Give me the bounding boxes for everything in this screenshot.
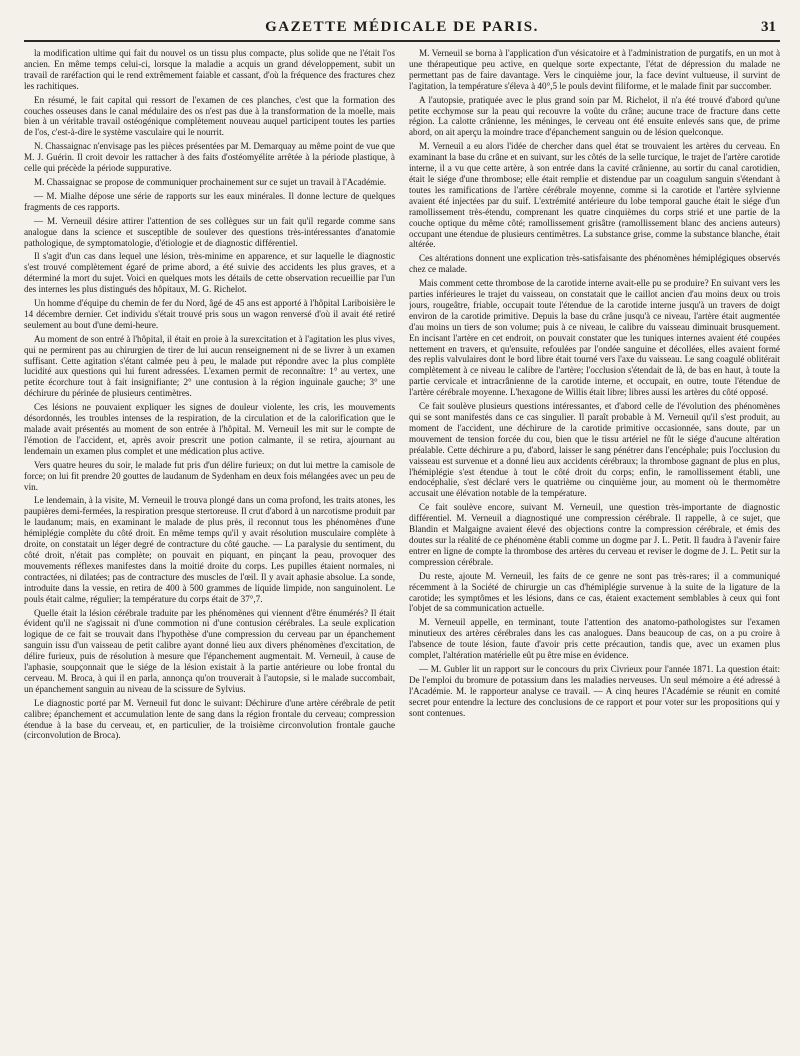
paragraph: Mais comment cette thrombose de la carotide interne avait-elle pu se produire? En suivant vers les parties inférieures le trajet du vaisseau, on constatait que le caillot ancien d'au moins deux ou trois jours, rougeâtre, friable, occupait toute l'étendue de la carotide interne jusqu'à un travers de doigt environ de la carotide primitive. Depuis la base du crâne jusqu'à ce niveau, l'artère était augmentée d'au moins un tiers de son volume; puis à ce niveau, le calibre du vaisseau diminuait brusquement. En incisant l'artère en cet endroit, on pouvait constater que les tuniques internes avaient été coupées nettement en travers, et qu'ensuite, refoulées par l'ondée sanguine et décollées, elles avaient formé des replis valvulaires dont le bord libre était tourné vers l'axe du vaisseau. Le sang coagulé oblitérait complètement à ce niveau le calibre de l'artère; l'occlusion s'étendait de là, de bas en haut, à toute la partie cervicale et intracrânienne de la carotide interne, et occupait, en outre, toute l'étendue de l'artère cérébrale moyenne. L'hexagone de Willis était libre; libres aussi les artères du côté opposé.	[409, 278, 780, 398]
paragraph: Ces lésions ne pouvaient expliquer les signes de douleur violente, les cris, les mouvements désordonnés, les troubles intenses de la respiration, de la circulation et de la calorification que le malade avait présentés au moment de son entrée à l'hôpital. M. Verneuil les mit sur le compte de l'émotion de l'accident, et, après avoir prescrit une potion calmante, il se retira, ajournant au lendemain un examen plus complet et une médication plus active.	[24, 402, 395, 456]
left-column	[24, 48, 395, 1054]
paragraph: Du reste, ajoute M. Verneuil, les faits de ce genre ne sont pas très-rares; il a communiqué récemment à la Société de chirurgie un cas d'hémiplégie survenue à la suite de la ligature de la carotide; les symptômes et les lésions, dans ce cas, étaient exactement semblables à ceux qui font l'objet de sa communication actuelle.	[409, 570, 780, 614]
paragraph: M. Verneuil se borna à l'application d'un vésicatoire et à l'administration de purgatifs, en un mot à une thérapeutique peu active, en quelque sorte expectante, l'état de dépression du malade ne permettant pas de faire davantage. Vers le cinquième jour, la face devint vultueuse, il survint de l'agitation, la température s'éleva à 40°,5 le pouls devint filiforme, et le malade finit par succomber.	[409, 48, 780, 91]
paragraph: M. Verneuil a eu alors l'idée de chercher dans quel état se trouvaient les artères du cerveau. En examinant la base du crâne et en suivant, sur les côtés de la selle turcique, le trajet de l'artère carotide interne, il a vu que cette artère, à son entrée dans la cavité crânienne, au sortir du canal carotidien, était le siége d'une thrombose; elle était remplie et distendue par un coagulum sanguin s'étendant à toutes les ramifications de l'artère cérébrale moyenne, comme si la carotide et l'artère sylvienne avaient été injectées par du suif. L'extrémité antérieure du lobe temporal gauche était le siége d'un ramollissement très-étendu, comprenant les quatre cinquièmes du corps strié et une partie de la couche optique du même côté; ramollissement grisâtre (ramollissement blanc des anciens auteurs) occupant une étendue de plusieurs centimètres. La substance grise, comme la substance blanche, était altérée.	[409, 141, 780, 250]
paragraph: Ce fait soulève encore, suivant M. Verneuil, une question très-importante de diagnostic différentiel. M. Verneuil a diagnostiqué une compression cérébrale. Il rappelle, à ce sujet, que Blandin et Malgaigne avaient élevé des objections contre la compression cérébrale, et émis des doutes sur la réalité de ce phénomène établi comme un dogme par J. L. Petit. Il faudra à l'avenir faire entrer en ligne de compte la thrombose des artères du cerveau et reviser le dogme de J. L. Petit sur la compression cérébrale.	[409, 502, 780, 567]
paragraph: Vers quatre heures du soir, le malade fut pris d'un délire furieux; on dut lui mettre la camisole de force; on lui fit prendre 20 gouttes de laudanum de Sydenham en deux fois mélangées avec un peu de vin.	[24, 459, 395, 492]
paragraph: Le diagnostic porté par M. Verneuil fut donc le suivant: Déchirure d'une artère cérébrale de petit calibre; épanchement et accumulation lente de sang dans la région frontale du cerveau; compression étendue à la base du cerveau, et, en particulier, de la troisième circonvolution frontale gauche (circonvolution de Broca).	[24, 697, 395, 741]
paragraph: Le lendemain, à la visite, M. Verneuil le trouva plongé dans un coma profond, les traits atones, les paupières demi-fermées, la respiration presque stertoreuse. Il crut d'abord à un narcotisme produit par le laudanum; mais, en examinant le malade de plus près, il reconnut tous les phénomènes d'une hémiplégie complète du côté droit. En même temps qu'il y avait résolution musculaire complète à droite, on constatait un léger degré de contracture du côté gauche. — La paralysie du sentiment, du côté droit, n'était pas complète; on pouvait en piquant, en pinçant la peau, provoquer des mouvements réflexes manifestes dans la moitié droite du corps. Les pupilles étaient normales, ni contractées, ni dilatées; pas de contracture des muscles de l'œil. Il y avait aphasie absolue. La sonde, introduite dans la vessie, en retira de 400 à 500 grammes de liquide limpide, non sanguinolent. Le pouls était calme, régulier; la température du corps était de 37°,7.	[24, 495, 395, 604]
paragraph: la modification ultime qui fait du nouvel os un tissu plus compacte, plus solide que ne l'était l'os ancien. En même temps celui-ci, lorsque la maladie a acquis un grand développement, subit un travail de raréfaction qui le rend extrêmement faiable et cassant, d'où la fréquence des fractures chez les rachitiques.	[24, 48, 395, 91]
paragraph: M. Chassaignac se propose de communiquer prochainement sur ce sujet un travail à l'Académie.	[34, 176, 387, 187]
paragraph: En résumé, le fait capital qui ressort de l'examen de ces planches, c'est que la formation des couches osseuses dans le canal médulaire des os n'est pas due à la transformation de la moelle, mais bien à un véritable travail ostéogénique complètement nouveau auquel participent toutes les parties de l'os, c'est-à-dire le système vasculaire qui le nourrit.	[24, 94, 395, 138]
paragraph: — M. Verneuil désire attirer l'attention de ses collègues sur un fait qu'il regarde comme sans analogue dans la science et susceptible de soulever des questions très-intéressantes d'anatomie pathologique, de symptomatologie, d'étiologie et de diagnostic différentiel.	[24, 215, 395, 248]
paragraph: — M. Gubler lit un rapport sur le concours du prix Civrieux pour l'année 1871. La question était: De l'emploi du bromure de potassium dans les maladies nerveuses. Un seul mémoire a été adressé à l'Académie. M. le rapporteur analyse ce travail. — A cinq heures l'Académie se réunit en comité secret pour entendre la lecture des conclusions de ce rapport et pour voter sur les propositions qui y sont contenues.	[409, 663, 780, 718]
journal-title: GAZETTE MÉDICALE DE PARIS.	[265, 19, 539, 35]
article-columns	[24, 48, 780, 1054]
paragraph: M. Verneuil appelle, en terminant, toute l'attention des anatomo-pathologistes sur l'examen minutieux des artères cérébrales dans les cas analogues. Dans beaucoup de cas, on a pu croire à l'absence de toute lésion, faute d'avoir pris cette précaution, tandis que, avec un examen plus complet, l'altération matérielle eût pu être mise en évidence.	[409, 617, 780, 661]
page-header	[24, 14, 780, 42]
paragraph: — M. Mialhe dépose une série de rapports sur les eaux minérales. Il donne lecture de quelques fragments de ces rapports.	[24, 190, 395, 212]
page-number: 31	[761, 19, 776, 35]
paragraph: Au moment de son entré à l'hôpital, il était en proie à la surexcitation et à l'agitation les plus vives, qui ne permirent pas au chirurgien de tirer de lui aucun renseignement ni de se livrer à un examen suffisant. Cette agitation s'étant calmée peu à peu, le malade put répondre avec la plus complète lucidité aux questions qui lui furent adressées. L'examen permit de reconnaître: 1° au vertex, une petite écorchure tout à fait insignifiante; 2° une contusion à la région inguinale gauche; 3° une déchirure du périnée de plusieurs centimètres.	[24, 333, 395, 399]
paragraph: A l'autopsie, pratiquée avec le plus grand soin par M. Richelot, il n'a été trouvé d'abord qu'une petite ecchymose sur la peau qui recouvre la voûte du crâne; aucune trace de fracture dans cette région. La calotte crânienne, les méninges, le cerveau ont été ensuite enlevés sans que, de prime abord, on ait aperçu la moindre trace d'épanchement sanguin ou de lésion quelconque.	[409, 94, 780, 138]
paragraph: Un homme d'équipe du chemin de fer du Nord, âgé de 45 ans est apporté à l'hôpital Lariboisière le 14 décembre dernier. Cet individu s'était trouvé pris sous un wagon renversé d'où il avait été retiré seulement au bout d'une demi-heure.	[24, 298, 395, 330]
paragraph: Ces altérations donnent une explication très-satisfaisante des phénomènes hémiplégiques observés chez ce malade.	[409, 253, 780, 275]
paragraph: Quelle était la lésion cérébrale traduite par les phénomènes qui viennent d'être énumérés? Il était évident qu'il ne s'agissait ni d'une commotion ni d'une contusion cérébrales. La seule explication logique de ce fait se trouvait dans l'hypothèse d'une compression du cerveau par un épanchement sanguin issu d'un vaisseau de petit calibre ayant donné lieu aux divers phénomènes d'excitation, de délire furieux, puis de résolution à mesure que l'épanchement augmentait. M. Verneuil, à cause de l'aphasie, soupçonnait que le siége de la lésion existait à la partie antérieure ou lobe frontal du cerveau. M. Broca, à qui il en parla, annonça qu'on trouverait à l'autopsie, si le malade succombait, un épanchement sanguin au niveau de la scissure de Sylvius.	[24, 607, 395, 694]
paragraph: Il s'agit d'un cas dans lequel une lésion, très-minime en apparence, et sur laquelle le diagnostic s'est trouvé complètement égaré de prime abord, a été suivie des accidents les plus graves, et a déterminé la mort du sujet. Voici en quelques mots les détails de cette observation recueillie par l'un des internes les plus distingués des hôpitaux, M. G. Richelot.	[24, 251, 395, 295]
paragraph: Ce fait soulève plusieurs questions intéressantes, et d'abord celle de l'évolution des phénomènes qui se sont manifestés dans ce cas singulier. Il paraît probable à M. Verneuil qu'il s'est produit, au moment de l'accident, une déchirure de la carotide primitive occasionnée, sans doute, par un mouvement de tension forcée du cou, bien que le tissu artériel ne fût le siége d'aucune altération préalable. Cette déchirure a pu, d'abord, laisser le sang pénétrer dans l'encéphale; puis l'occlusion du vaisseau est survenue et a donné lieu aux accidents cérébraux; la thrombose gagnant de plus en plus, l'hémiplégie s'est étendue à tout le côté droit du corps; enfin, le ramollissement établi, une endocéphalie, s'est déclaré vers le quatrième ou cinquième jour, au moment où le thermomètre accusait une élévation notable de la température.	[409, 401, 780, 499]
paragraph: N. Chassaignac n'envisage pas les pièces présentées par M. Demarquay au même point de vue que M. J. Guérin. Il croit devoir les rattacher à des faits d'ostéomyélite arrêtée à la période plastique, à celle qui précède la période suppurative.	[24, 141, 395, 174]
right-column	[409, 48, 780, 1054]
